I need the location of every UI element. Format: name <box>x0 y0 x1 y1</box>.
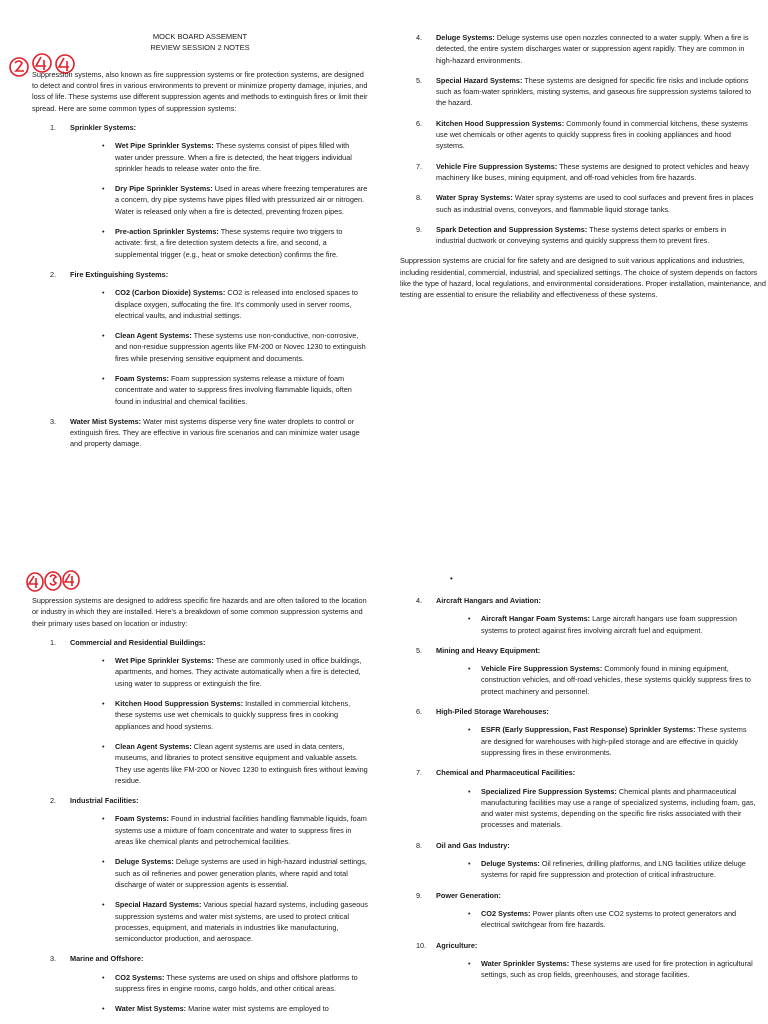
item-heading <box>436 193 753 213</box>
bullet-label: Pre-action Sprinkler Systems: <box>115 227 219 237</box>
item-heading <box>70 954 143 963</box>
bullet-item <box>102 330 368 364</box>
item-number: 10. <box>416 940 427 950</box>
item-label: Marine and Offshore: <box>70 954 144 964</box>
bullet-list <box>436 613 756 636</box>
item-label: Mining and Heavy Equipment: <box>436 645 541 655</box>
item-number: 9. <box>416 890 423 900</box>
bullet-item <box>102 1003 368 1014</box>
bullet-dot: • <box>102 972 105 982</box>
item-heading <box>436 646 540 655</box>
bullet-text: These systems are used for fire protection in agricultural settings, such as crop fields, greenhouses, and storage facilities. <box>481 958 753 980</box>
bullet-text: Power plants often use CO2 systems to protect generators and electrical switchgear from fire hazards. <box>481 908 737 930</box>
bullet-item <box>468 858 756 881</box>
bullet-label: Foam Systems: <box>115 373 169 383</box>
item-label: Industrial Facilities: <box>70 796 139 806</box>
bullet-list <box>436 786 756 831</box>
section2-right-column <box>400 595 760 989</box>
item-number: 2. <box>50 796 57 806</box>
bullet-label: Wet Pipe Sprinkler Systems: <box>115 656 214 666</box>
numbered-item <box>416 767 756 830</box>
bullet-item <box>468 908 756 931</box>
bullet-list <box>436 663 756 697</box>
bullet-text: Various special hazard systems, including gaseous suppression systems and water mist systems, are used to protect critical processes, equipment, and materials in industries like manufacturing, semiconductor production, and aerospace. <box>115 900 368 944</box>
handwritten-circled-marks-bottom <box>22 568 102 598</box>
bullet-label: Deluge Systems: <box>115 857 174 867</box>
bullet-label: CO2 Systems: <box>115 972 165 982</box>
numbered-item <box>416 706 756 758</box>
bullet-text: Marine water mist systems are employed to <box>186 1004 329 1014</box>
item-number: 9. <box>416 224 423 234</box>
section2-left-column <box>32 595 368 1024</box>
item-label: Fire Extinguishing Systems: <box>70 269 169 279</box>
bullet-list <box>436 958 756 981</box>
item-number: 4. <box>416 33 423 42</box>
item-text: Water mist systems disperse very fine water droplets to control or extinguish fires. They are effective in various fire scenarios and can minimize water usage and property damage. <box>70 416 360 449</box>
item-label: Sprinkler Systems: <box>70 122 137 132</box>
bullet-text: Found in industrial facilities handling flammable liquids, foam systems use a mixture of foam concentrate and water to suppress fires in areas like chemical plants and petrochemical facilities. <box>115 814 367 847</box>
bullet-item <box>468 958 756 981</box>
bullet-text: Large aircraft hangars use foam suppression systems to protect against fires involving aircraft fuel and equipment. <box>481 614 737 635</box>
bullet-text: These systems require two triggers to activate: first, a fire detection system detects a fire, and second, a supplemental trigger (e.g., heat or smoke detection) confirms the fire. <box>115 227 343 259</box>
item-number: 2. <box>50 269 57 279</box>
bullet-item <box>468 663 756 697</box>
numbered-item <box>50 637 368 786</box>
bullet-list <box>70 972 368 1015</box>
bullet-item <box>102 655 368 689</box>
item-number: 5. <box>416 75 423 85</box>
bullet-dot: • <box>102 699 105 709</box>
bullet-text: Chemical plants and pharmaceutical manufacturing facilities may use a range of specialized systems, including foam, gas, and water mist systems, depending on the specific fire risks associated with their processes and materials. <box>481 786 756 830</box>
bullet-text: Used in areas where freezing temperatures are a concern, dry pipe systems have pipes filled with pressurized air or nitrogen. Water is released only when a fire is detected, preventing frozen pipes. <box>115 184 368 216</box>
item-heading <box>70 270 168 279</box>
item-label: Chemical and Pharmaceutical Facilities: <box>436 768 576 778</box>
bullet-text: These are commonly used in office buildings, apartments, and homes. They activate automatically when a fire is detected, using water to suppress or extinguish the fire. <box>115 656 362 688</box>
bullet-dot: • <box>102 373 105 383</box>
item-label: Commercial and Residential Buildings: <box>70 637 206 647</box>
item-label: Deluge Systems: <box>436 33 495 42</box>
numbered-item <box>50 953 368 1014</box>
bullet-list <box>70 140 368 260</box>
numbered-item <box>50 795 368 944</box>
bullet-dot: • <box>468 725 471 735</box>
bullet-dot: • <box>102 331 105 341</box>
document-title <box>32 32 368 54</box>
bullet-label: Clean Agent Systems: <box>115 741 192 751</box>
numbered-item <box>416 890 756 931</box>
item-label: Agriculture: <box>436 940 478 950</box>
numbered-item <box>416 224 754 247</box>
bullet-text: Installed in commercial kitchens, these systems use wet chemicals to quickly suppress fires in cooking appliances and hood systems. <box>115 699 351 731</box>
empty-bullet: • <box>450 574 453 583</box>
item-heading <box>436 162 749 182</box>
item-label: High-Piled Storage Warehouses: <box>436 707 549 717</box>
bullet-label: Kitchen Hood Suppression Systems: <box>115 699 244 709</box>
bullet-label: Clean Agent Systems: <box>115 331 192 341</box>
bullet-item <box>102 287 368 321</box>
item-heading <box>70 123 136 132</box>
bullet-item <box>102 813 368 847</box>
bullet-list <box>70 655 368 786</box>
item-heading <box>436 596 541 605</box>
bullet-item <box>468 724 756 758</box>
item-heading <box>436 841 510 850</box>
bullet-text: Deluge systems are used in high-hazard industrial settings, such as oil refineries and power generation plants, where rapid and total discharge of water or suppression agents is essential. <box>115 857 367 889</box>
item-number: 6. <box>416 118 423 128</box>
bullet-text: CO2 is released into enclosed spaces to displace oxygen, suffocating the fire. It's commonly used in server rooms, electrical vaults, and industrial settings. <box>115 288 358 320</box>
bullet-item <box>102 183 368 217</box>
item-text: These systems detect sparks or embers in industrial ductwork or conveying systems and quickly suppress them to prevent fires. <box>436 224 727 246</box>
bullet-dot: • <box>102 656 105 666</box>
item-label: Vehicle Fire Suppression Systems: <box>436 161 558 171</box>
bullet-dot: • <box>468 664 471 674</box>
numbered-item <box>50 416 368 450</box>
bullet-item <box>102 972 368 995</box>
bullet-text: Oil refineries, drilling platforms, and LNG facilities utilize deluge systems for rapid fire suppression and protection of critical infrastructure. <box>481 859 746 880</box>
item-text: These systems are designed to protect vehicles and heavy machinery like buses, mining equipment, and off-road vehicles from fire hazards. <box>436 161 749 182</box>
bullet-list <box>436 858 756 881</box>
section1-left-column <box>32 32 368 459</box>
numbered-item <box>416 840 756 881</box>
bullet-dot: • <box>468 908 471 918</box>
title-line-1: MOCK BOARD ASSEMENT <box>152 32 248 41</box>
item-label: Spark Detection and Suppression Systems: <box>436 224 588 234</box>
bullet-text: Foam suppression systems release a mixture of foam concentrate and water to suppress fires involving flammable liquids, often found in industrial and chemical facilities. <box>115 373 352 406</box>
bullet-dot: • <box>468 786 471 796</box>
bullet-dot: • <box>102 857 105 867</box>
bullet-label: Aircraft Hangar Foam Systems: <box>481 614 591 624</box>
bullet-list <box>70 813 368 944</box>
numbered-item <box>416 118 754 152</box>
section2-right-list <box>416 595 756 980</box>
bullet-dot: • <box>468 958 471 968</box>
item-label: Power Generation: <box>436 890 501 900</box>
bullet-label: Vehicle Fire Suppression Systems: <box>481 664 603 674</box>
bullet-text: These systems consist of pipes filled with water under pressure. When a fire is detected, the heat triggers individual sprinkler heads to release water onto the fire. <box>115 141 352 173</box>
bullet-label: Special Hazard Systems: <box>115 900 202 910</box>
bullet-label: Specialized Fire Suppression Systems: <box>481 786 617 796</box>
bullet-item <box>102 899 368 944</box>
item-heading <box>436 76 751 108</box>
bullet-item <box>102 226 368 260</box>
item-text: Deluge systems use open nozzles connected to a water supply. When a fire is detected, the entire system discharges water or suppression agent rapidly. They are common in high-hazard environments. <box>436 33 749 65</box>
bullet-label: Foam Systems: <box>115 814 169 824</box>
bullet-label: Deluge Systems: <box>481 859 540 869</box>
bullet-label: Water Mist Systems: <box>115 1004 187 1014</box>
bullet-label: Water Sprinkler Systems: <box>481 958 570 968</box>
numbered-item <box>416 32 754 66</box>
item-number: 4. <box>416 596 423 605</box>
bullet-text: These systems are designed for warehouses with high-piled storage and are effective in quickly suppressing fires in these environments. <box>481 725 747 757</box>
bullet-item <box>102 373 368 407</box>
item-heading <box>436 225 726 245</box>
bullet-text: Clean agent systems are used in data centers, museums, and libraries to protect sensitive equipment and valuable assets. They use agents like FM-200 or Novec 1230 to extinguish fires without leaving residue. <box>115 741 368 785</box>
bullet-dot: • <box>102 184 105 194</box>
item-heading <box>436 707 549 716</box>
item-label: Oil and Gas Industry: <box>436 840 510 850</box>
item-heading <box>436 891 501 900</box>
section1-right-list <box>416 32 754 246</box>
item-heading <box>70 796 139 805</box>
numbered-item <box>416 940 756 981</box>
item-text: These systems are designed for specific fire risks and include options such as foam-water sprinklers, misting systems, and gaseous fire suppression systems tailored to the hazard. <box>436 75 752 108</box>
numbered-item <box>416 645 756 697</box>
section1-right-column <box>400 32 768 309</box>
numbered-item <box>416 161 754 184</box>
section2-intro: Suppression systems are designed to address specific fire hazards and are often tailored to the location or industry in which they are installed. Here's a breakdown of some common suppression systems and their primary uses based on location or industry: <box>32 596 367 628</box>
item-heading <box>436 941 477 950</box>
numbered-item <box>416 192 754 215</box>
numbered-item <box>416 75 754 109</box>
item-heading <box>70 417 360 449</box>
bullet-list <box>436 724 756 758</box>
item-label: Water Spray Systems: <box>436 193 513 203</box>
item-number: 5. <box>416 645 423 655</box>
bullet-dot: • <box>102 900 105 910</box>
bullet-text: Commonly found in mining equipment, construction vehicles, and off-road vehicles, these systems quickly suppress fires to protect machinery and personnel. <box>481 664 751 696</box>
bullet-item <box>102 856 368 890</box>
item-heading <box>436 119 748 151</box>
item-number: 7. <box>416 161 423 171</box>
bullet-dot: • <box>102 741 105 751</box>
bullet-label: Dry Pipe Sprinkler Systems: <box>115 184 213 194</box>
bullet-dot: • <box>102 227 105 237</box>
section1-left-list <box>50 122 368 450</box>
item-number: 8. <box>416 193 423 203</box>
section2-left-list <box>50 637 368 1015</box>
item-label: Kitchen Hood Suppression Systems: <box>436 118 565 128</box>
section1-intro: Suppression systems, also known as fire suppression systems or fire protection systems, are designed to detect and control fires in various environments to prevent or minimize property damage, injuries, and loss of life. These systems use different suppression agents and methods to extinguish fires or limit their spread. Here are some common types of suppression systems: <box>32 69 368 113</box>
bullet-text: These systems are used on ships and offshore platforms to suppress fires in engine rooms, cargo holds, and other critical areas. <box>115 972 358 994</box>
item-number: 6. <box>416 707 423 717</box>
item-number: 1. <box>50 122 57 132</box>
bullet-item <box>102 140 368 174</box>
section1-conclusion: Suppression systems are crucial for fire safety and are designed to suit various applications and industries, including residential, commercial, industrial, and specialized settings. The choice of system depends on factors like the type of hazard, local regulations, and environmental considerations. Proper installation, maintenance, and testing are essential to ensure the reliability and effectiveness of these systems. <box>400 256 766 300</box>
bullet-dot: • <box>468 859 471 869</box>
bullet-dot: • <box>102 288 105 298</box>
title-line-2: REVIEW SESSION 2 NOTES <box>150 42 250 52</box>
bullet-label: CO2 (Carbon Dioxide) Systems: <box>115 288 226 298</box>
item-text: Water spray systems are used to cool surfaces and prevent fires in places such as industrial ovens, conveyors, and flammable liquid storage tanks. <box>436 193 754 214</box>
bullet-list <box>70 287 368 407</box>
bullet-dot: • <box>102 141 105 151</box>
bullet-label: CO2 Systems: <box>481 908 531 918</box>
bullet-label: ESFR (Early Suppression, Fast Response) Sprinkler Systems: <box>481 725 696 735</box>
item-number: 7. <box>416 768 423 778</box>
bullet-label: Wet Pipe Sprinkler Systems: <box>115 141 214 151</box>
bullet-item <box>102 698 368 732</box>
bullet-item <box>468 613 756 636</box>
item-number: 1. <box>50 637 57 647</box>
item-heading <box>436 33 749 65</box>
numbered-item <box>50 269 368 407</box>
item-number: 3. <box>50 416 57 426</box>
bullet-dot: • <box>102 1004 105 1014</box>
numbered-item <box>416 595 756 636</box>
bullet-item <box>468 786 756 831</box>
item-number: 8. <box>416 840 423 850</box>
item-label: Aircraft Hangars and Aviation: <box>436 596 541 605</box>
bullet-dot: • <box>102 814 105 824</box>
item-label: Water Mist Systems: <box>70 416 142 426</box>
item-number: 3. <box>50 954 57 964</box>
item-heading <box>70 638 205 647</box>
item-text: Commonly found in commercial kitchens, these systems use wet chemicals or other agents to quickly suppress fires in cooking appliances and hood systems. <box>436 118 748 151</box>
numbered-item <box>50 122 368 260</box>
bullet-list <box>436 908 756 931</box>
item-heading <box>436 768 575 777</box>
bullet-text: These systems use non-conductive, non-corrosive, and non-residue suppression agents like FM-200 or Novec 1230 to extinguish fires while preserving sensitive equipment and documents. <box>115 331 366 363</box>
item-label: Special Hazard Systems: <box>436 75 523 85</box>
bullet-dot: • <box>468 614 471 624</box>
bullet-item <box>102 741 368 786</box>
